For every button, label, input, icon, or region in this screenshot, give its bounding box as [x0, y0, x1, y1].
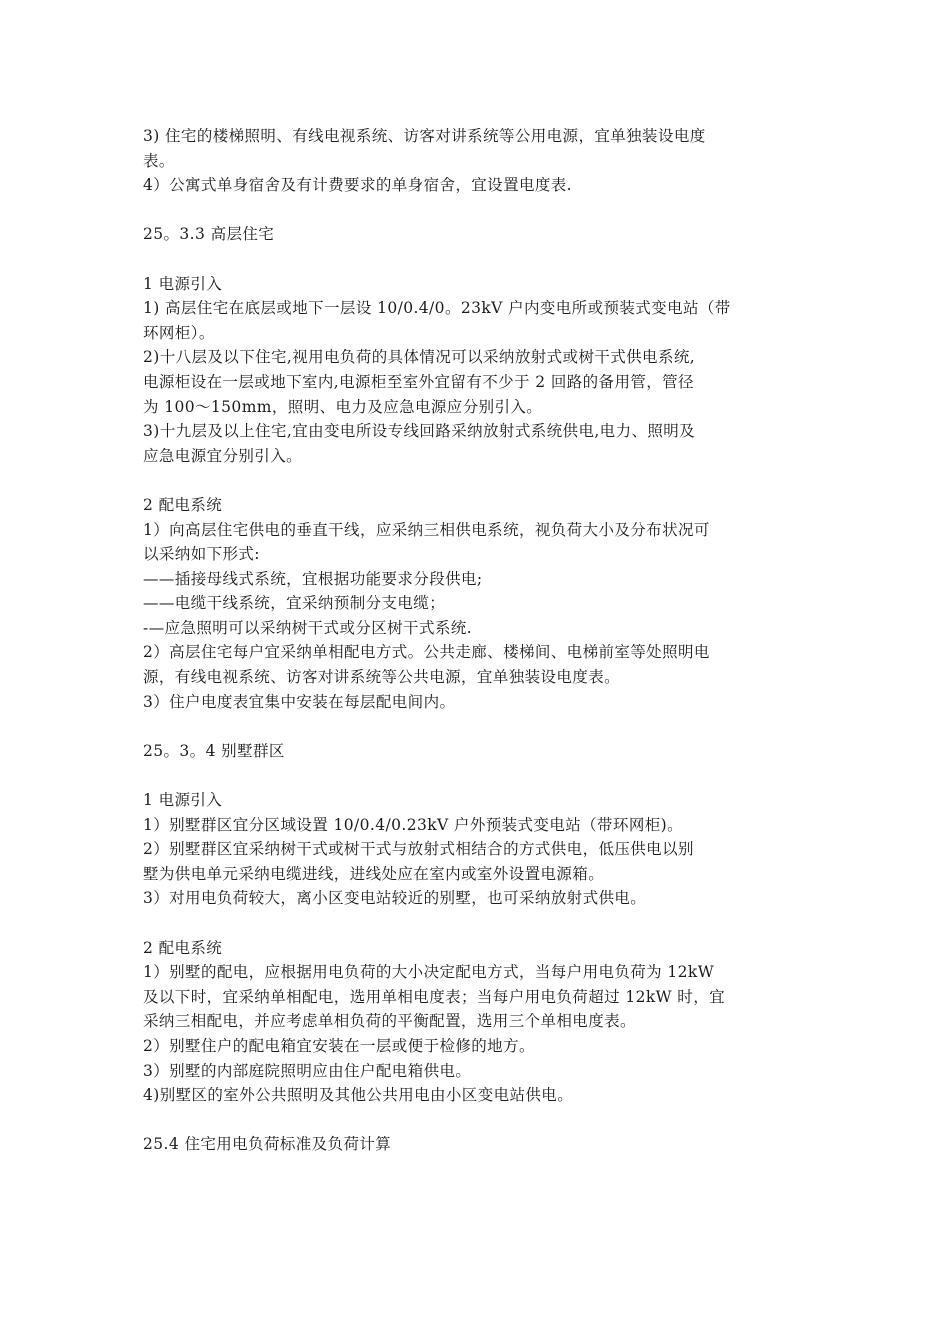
- text-line: 墅为供电单元采纳电缆进线，进线处应在室内或室外设置电源箱。: [143, 864, 605, 883]
- text-line: -—应急照明可以采纳树干式或分区树干式系统.: [143, 618, 472, 637]
- blank-line: [143, 763, 813, 788]
- text-line: 1 电源引入: [143, 274, 223, 293]
- text-line: 环网柜）。: [143, 323, 215, 342]
- text-line: 2）高层住宅每户宜采纳单相配电方式。公共走廊、楼梯间、电梯前室等处照明电: [143, 643, 710, 662]
- text-line: 应急电源宜分别引入。: [143, 446, 303, 465]
- text-line: 表。: [143, 151, 175, 170]
- blank-line: [143, 714, 813, 739]
- blank-line: [143, 468, 813, 493]
- text-line: 2 配电系统: [143, 495, 223, 514]
- document-page: [143, 124, 813, 1157]
- blank-line: [143, 911, 813, 936]
- text-line: 2)十八层及以下住宅,视用电负荷的具体情况可以采纳放射式或树干式供电系统,: [143, 348, 696, 367]
- text-line: ——插接母线式系统，宜根据功能要求分段供电;: [143, 569, 483, 588]
- text-line: 2）别墅住户的配电箱宜安装在一层或便于检修的地方。: [143, 1036, 535, 1055]
- text-line: 3）住户电度表宜集中安装在每层配电间内。: [143, 692, 456, 711]
- text-line: 为 100～150mm，照明、电力及应急电源应分别引入。: [143, 397, 543, 416]
- text-line: 4）公寓式单身宿舍及有计费要求的单身宿舍，宜设置电度表.: [143, 176, 572, 195]
- text-line: 25。3.3 高层住宅: [143, 225, 275, 244]
- text-line: 25.4 住宅用电负荷标准及负荷计算: [143, 1135, 392, 1154]
- text-line: 2 配电系统: [143, 938, 223, 957]
- blank-line: [143, 198, 813, 223]
- text-line: 源，有线电视系统、访客对讲系统等公共电源，宜单独装设电度表。: [143, 668, 621, 687]
- text-line: 1) 高层住宅在底层或地下一层设 10/0.4/0。23kV 户内变电所或预装式变电站（带: [143, 299, 731, 318]
- text-line: 1）别墅的配电，应根据用电负荷的大小决定配电方式，当每户用电负荷为 12kW: [143, 963, 715, 982]
- text-line: 3）别墅的内部庭院照明应由住户配电箱供电。: [143, 1061, 472, 1080]
- blank-line: [143, 247, 813, 272]
- text-line: 3)十九层及以上住宅,宜由变电所设专线回路采纳放射式系统供电,电力、照明及: [143, 422, 696, 441]
- text-line: 采纳三相配电，并应考虑单相负荷的平衡配置，选用三个单相电度表。: [143, 1012, 636, 1031]
- text-line: ——电缆干线系统，宜采纳预制分支电缆；: [143, 594, 446, 613]
- text-line: 以采纳如下形式:: [143, 545, 260, 564]
- text-line: 电源柜设在一层或地下室内,电源柜至室外宜留有不少于 2 回路的备用管，管径: [143, 372, 694, 391]
- text-line: 1）向高层住宅供电的垂直干线，应采纳三相供电系统，视负荷大小及分布状况可: [143, 520, 710, 539]
- text-line: 25。3。4 别墅群区: [143, 741, 285, 760]
- text-line: 及以下时，宜采纳单相配电，选用单相电度表；当每户用电负荷超过 12kW 时，宜: [143, 987, 726, 1006]
- text-line: 1）别墅群区宜分区域设置 10/0.4/0.23kV 户外预装式变电站（带环网柜)。: [143, 815, 683, 834]
- text-line: 2）别墅群区宜采纳树干式或树干式与放射式相结合的方式供电，低压供电以别: [143, 840, 694, 859]
- text-line: 4)别墅区的室外公共照明及其他公共用电由小区变电站供电。: [143, 1086, 574, 1105]
- text-line: 3) 住宅的楼梯照明、有线电视系统、访客对讲系统等公用电源，宜单独装设电度: [143, 127, 706, 145]
- blank-line: [143, 1108, 813, 1133]
- text-line: 3）对用电负荷较大，离小区变电站较近的别墅，也可采纳放射式供电。: [143, 889, 647, 908]
- text-line: 1 电源引入: [143, 791, 223, 810]
